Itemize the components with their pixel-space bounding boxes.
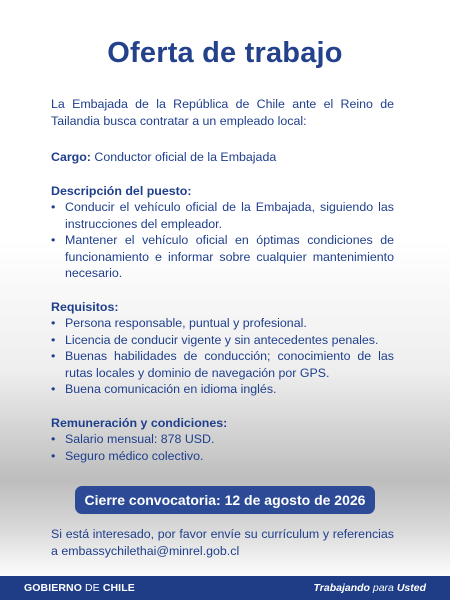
- intro-paragraph: La Embajada de la República de Chile ante el Reino de Tailandia busca contratar a un empleado local:: [51, 97, 394, 128]
- footer-right-end: Usted: [396, 582, 426, 594]
- contact-paragraph: Si está interesado, por favor envíe su currículum y referencias a embassychilethai@minrel.gob.cl: [51, 527, 394, 558]
- cargo-label: Cargo:: [51, 150, 91, 164]
- list-item: • Buena comunicación en idioma inglés.: [51, 381, 394, 398]
- deadline-banner: Cierre convocatoria: 12 de agosto de 2026: [75, 486, 376, 514]
- list-item: • Salario mensual: 878 USD.: [51, 431, 394, 448]
- requirements-section: [51, 299, 394, 398]
- compensation-heading: Remuneración y condiciones:: [51, 415, 228, 430]
- requirements-list: [51, 315, 394, 398]
- list-item: • Licencia de conducir vigente y sin antecedentes penales.: [51, 332, 394, 349]
- requirements-heading: Requisitos:: [51, 299, 119, 314]
- deadline-banner-wrap: [0, 486, 450, 514]
- job-offer-body: [51, 96, 394, 481]
- list-item: • Seguro médico colectivo.: [51, 448, 394, 465]
- list-item: • Mantener el vehículo oficial en óptimas condiciones de funcionamiento e informar sobre cualquier mantenimiento necesario.: [51, 232, 394, 282]
- cargo-value: Conductor oficial de la Embajada: [94, 150, 277, 164]
- footer-left-end: CHILE: [102, 582, 135, 594]
- compensation-list: [51, 431, 394, 464]
- compensation-section: [51, 415, 394, 465]
- list-item: • Conducir el vehículo oficial de la Embajada, siguiendo las instrucciones del empleador.: [51, 199, 394, 232]
- footer-left-bold: GOBIERNO: [24, 582, 82, 594]
- footer-slogan: [314, 581, 426, 595]
- footer-right-mid: para: [369, 582, 397, 594]
- description-heading: Descripción del puesto:: [51, 183, 192, 198]
- description-list: [51, 199, 394, 282]
- footer-right-bold: Trabajando: [313, 582, 370, 594]
- list-item: • Persona responsable, puntual y profesional.: [51, 315, 394, 332]
- list-item: • Buenas habilidades de conducción; conocimiento de las rutas locales y dominio de navegación por GPS.: [51, 348, 394, 381]
- government-logo-text: [24, 581, 135, 595]
- cargo-line: [51, 149, 394, 166]
- page-title: Oferta de trabajo: [107, 37, 343, 69]
- description-section: [51, 183, 394, 282]
- footer-left-mid: DE: [81, 582, 103, 594]
- footer-bar: [0, 576, 450, 600]
